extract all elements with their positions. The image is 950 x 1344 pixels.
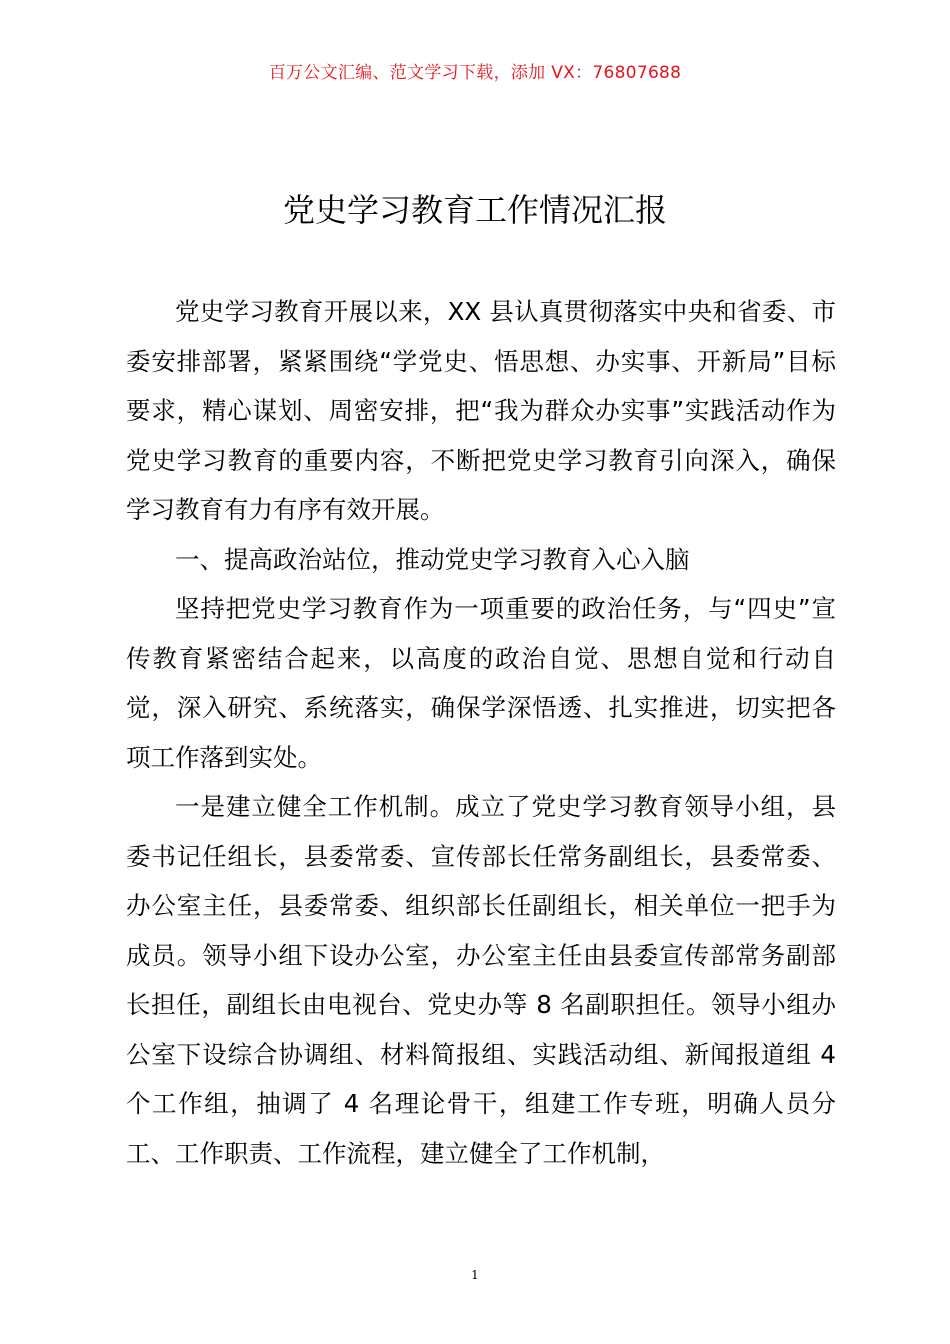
page-number: 1 bbox=[471, 1268, 479, 1282]
paragraph-mechanism: 一是建立健全工作机制。成立了党史学习教育领导小组，县委书记任组长，县委常委、宣传部长任常务副组长，县委常委、办公室主任，县委常委、组织部长任副组长，相关单位一把手为成员。领导小组下设办公室，办公室主任由县委宣传部常务副部长担任，副组长由电视台、党史办等 8 名副职担任。领导小组办公室下设综合协调组、材料简报组、实践活动组、新闻报道组 4 个工作组，抽调了 4 名理论骨干，组建工作专班，明确人员分工、工作职责、工作流程，建立健全了工作机制， bbox=[126, 792, 836, 1168]
document-body bbox=[126, 287, 836, 1178]
section-heading-1: 一、提高政治站位，推动党史学习教育入心入脑 bbox=[175, 544, 690, 574]
paragraph-section-1: 坚持把党史学习教育作为一项重要的政治任务，与“四史”宣传教育紧密结合起来，以高度的政治自觉、思想自觉和行动自觉，深入研究、系统落实，确保学深悟透、扎实推进，切实把各项工作落到实处。 bbox=[126, 594, 836, 772]
document-title: 党史学习教育工作情况汇报 bbox=[282, 191, 667, 229]
header-banner: 百万公文汇编、范文学习下载，添加 VX：76807688 bbox=[268, 63, 682, 83]
paragraph-intro: 党史学习教育开展以来，XX 县认真贯彻落实中央和省委、市委安排部署，紧紧围绕“学党史、悟思想、办实事、开新局”目标要求，精心谋划、周密安排，把“我为群众办实事”实践活动作为党史学习教育的重要内容，不断把党史学习教育引向深入，确保学习教育有力有序有效开展。 bbox=[126, 297, 836, 524]
